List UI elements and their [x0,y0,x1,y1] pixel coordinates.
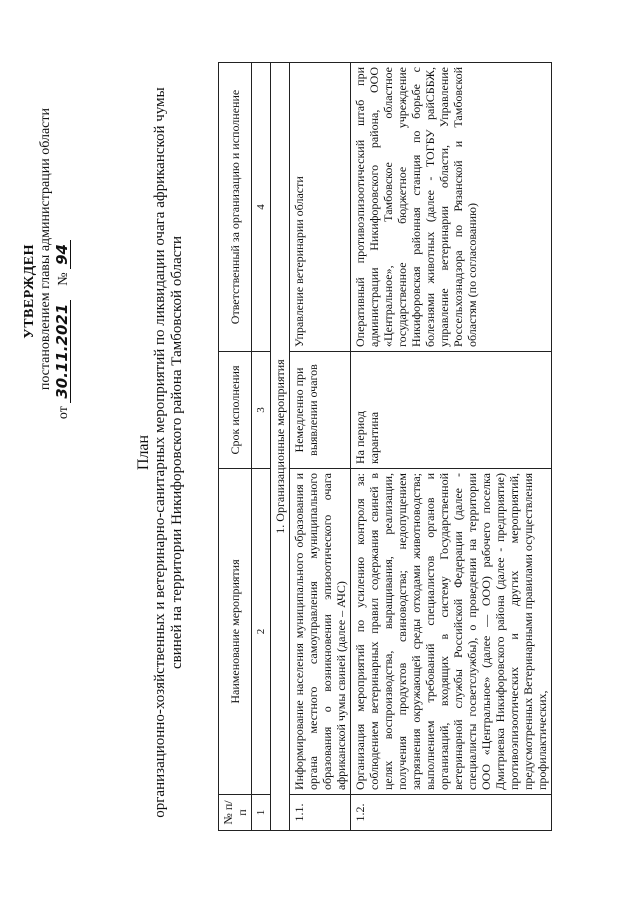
plan-table [218,62,552,831]
header-responsible: Ответственный за организацию и исполнение [219,63,252,352]
plan-title-line: свиней на территории Никифоровского района Тамбовской области [169,236,185,669]
index-cell: 3 [252,352,271,469]
table-header-row [219,63,252,831]
number-prefix: № [56,272,71,286]
table-row [351,63,552,831]
row-responsible: Оперативный противоэпизоотический штаб при администрации Никифоровского района, ООО «Центральное», Тамбовское областное государственное бюджетное учреждение Никифоровская районная станция по борьбе с болезнями животных (далее - ТОГБУ райСББЖ, управление ветеринарии области, Управление Россельхознадзора по Рязанской и Тамбовской областям (по согласованию) [351,63,552,352]
plan-title [135,0,186,905]
plan-title-line: организационно-хозяйственных и ветеринарно-санитарных мероприятий по ликвидации очага африканской чумы [152,87,168,818]
date-prefix: от [56,406,71,420]
header-num: № п/п [219,795,252,831]
row-name: Информирование населения муниципального образования и органа местного самоуправления муниципального образования о возникновении эпизоотического очага африканской чумы свиней (далее – АЧС) [290,469,351,795]
column-index-row [252,63,271,831]
approval-date-line [54,240,72,905]
handwritten-number: 94 [54,240,71,269]
index-cell: 1 [252,795,271,831]
approval-authority: постановлением главы администрации области [38,108,53,391]
row-name: Организация мероприятий по усилению контроля за: соблюдением ветеринарных правил содержания свиней в целях воспроизводства, выращивания, реализации, получения продуктов свиноводства; недопущением загрязнения окружающей среды отходами животноводства; выполнением требований специалистов органов и организаций, входящих в систему Государственной ветеринарной службы Российской Федерации (далее - специалисты госветслужбы), о проведении на территории ООО «Центральное» (далее — ООО) рабочего поселка Дмитриевка Никифоровского района (далее - предприятие) противоэпизоотических и других мероприятий, предусмотренных Ветеринарными правилами осуществления профилактических, [351,469,552,795]
approval-title: УТВЕРЖДЕН [22,244,37,339]
row-term: Немедленно при выявлении очагов [290,352,351,469]
section-title: 1. Организационные мероприятия [271,63,290,831]
header-name: Наименование мероприятия [219,469,252,795]
section-row [271,63,290,831]
row-number: 1.2. [351,795,552,831]
row-term: На период карантина [351,352,552,469]
plan-title-line: План [135,434,152,471]
table-row [290,63,351,831]
index-cell: 2 [252,469,271,795]
row-number: 1.1. [290,795,351,831]
row-responsible: Управление ветеринарии области [290,63,351,352]
header-term: Срок исполнения [219,352,252,469]
index-cell: 4 [252,63,271,352]
handwritten-date: 30.11.2021 [54,300,71,403]
approval-block [22,0,72,905]
